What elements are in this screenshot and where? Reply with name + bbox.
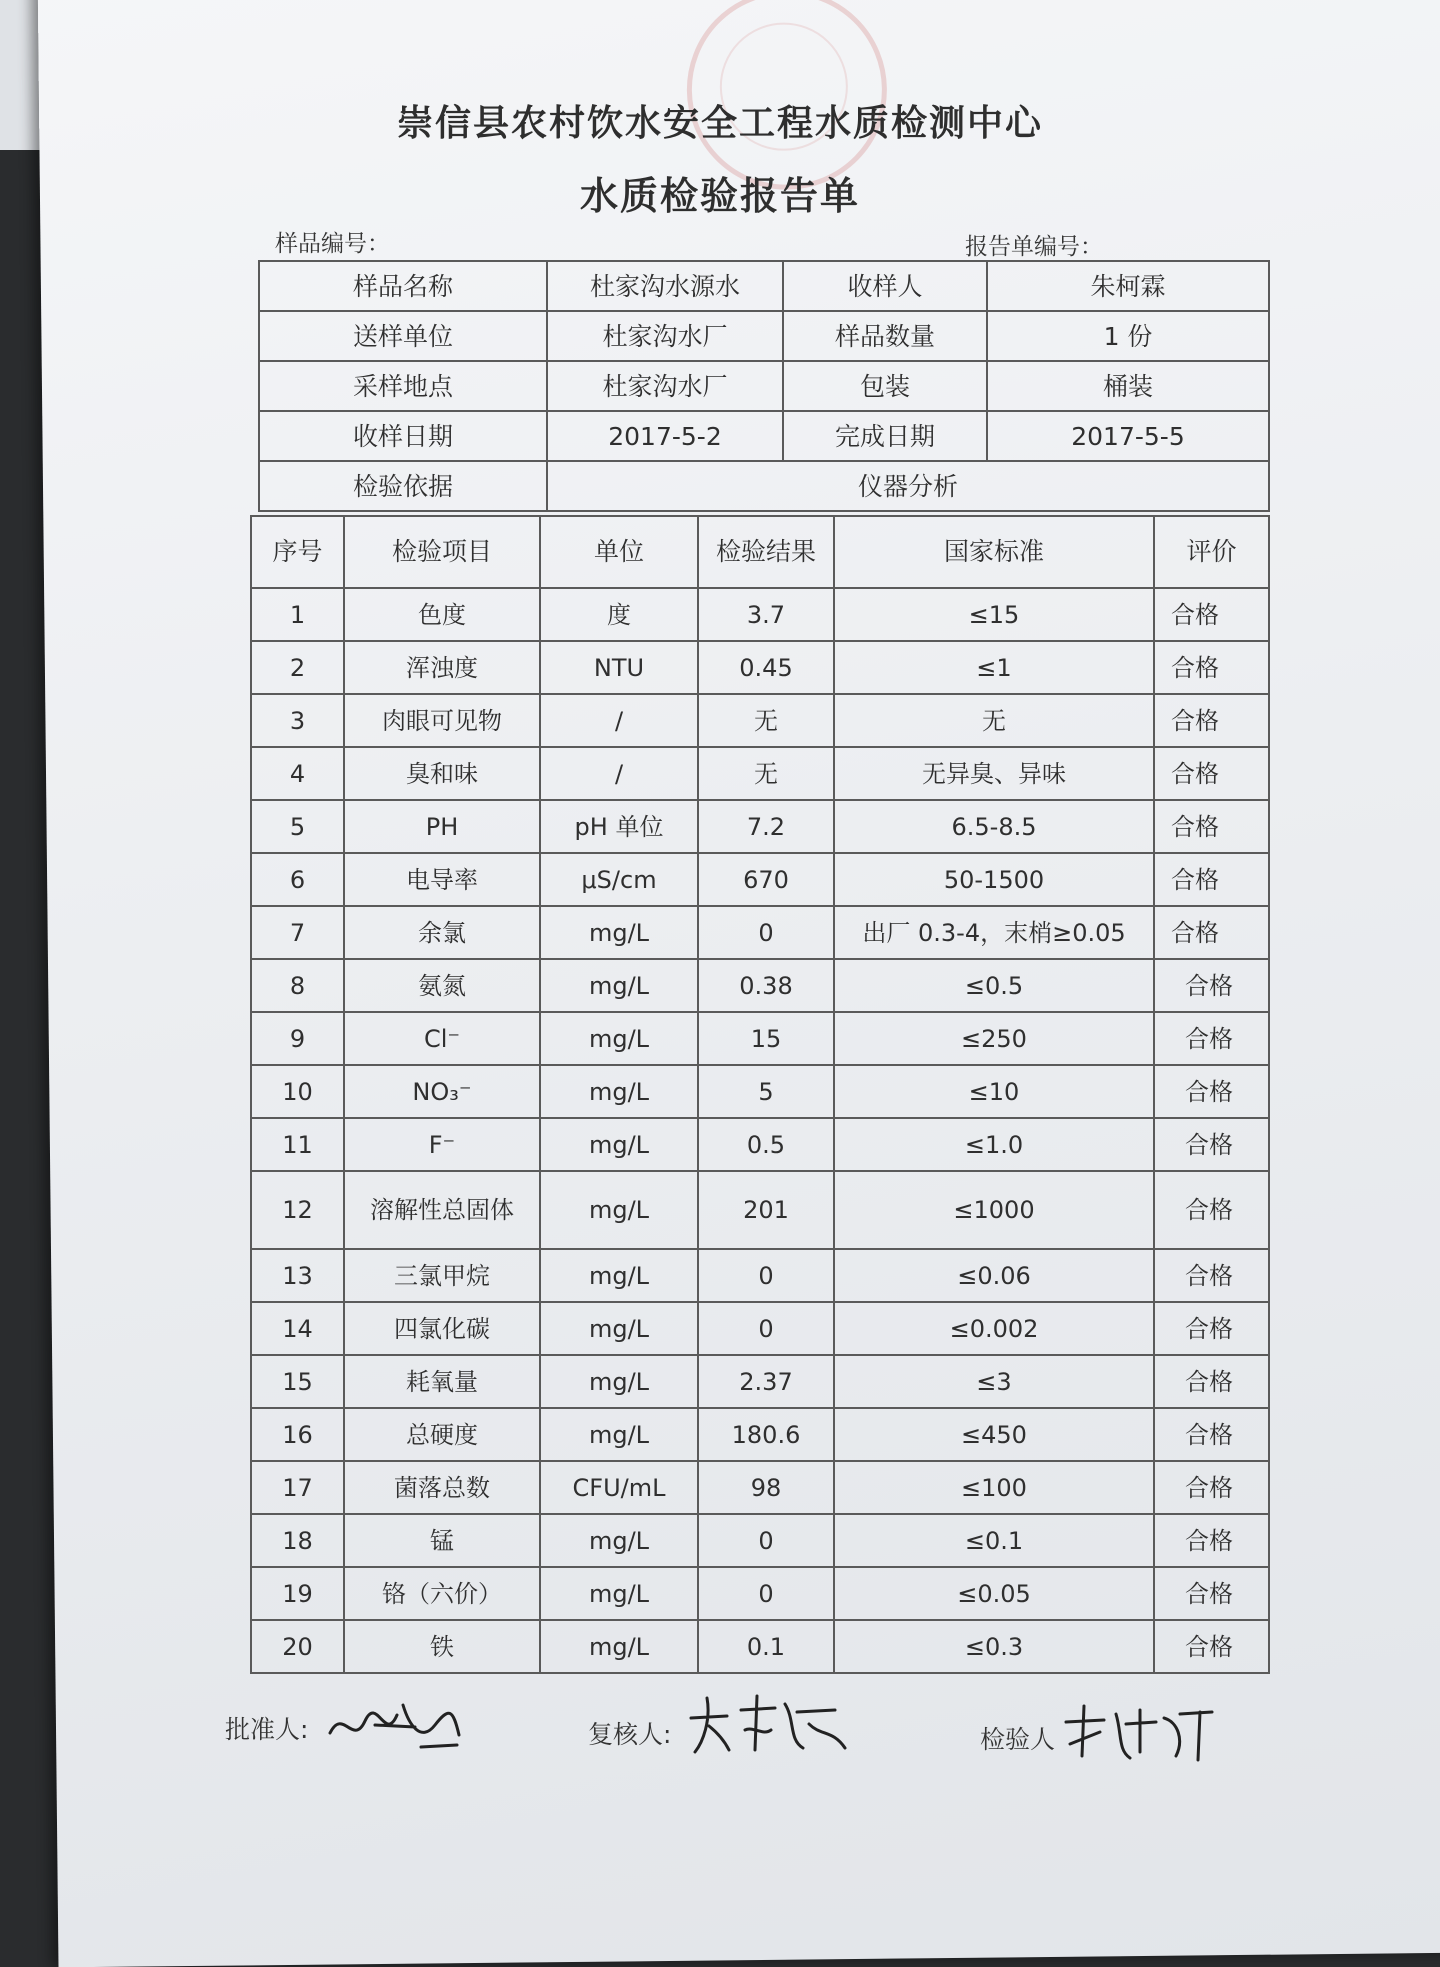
unit: mg/L (540, 1012, 698, 1065)
reviewer-signature (685, 1690, 855, 1760)
test-item: 氨氮 (344, 959, 540, 1012)
info-label: 完成日期 (783, 411, 987, 461)
unit: mg/L (540, 1118, 698, 1171)
unit: mg/L (540, 1065, 698, 1118)
table-row (251, 1620, 1269, 1673)
info-value: 朱柯霖 (987, 261, 1269, 311)
row-number: 3 (251, 694, 344, 747)
test-results-table (250, 515, 1270, 1674)
test-item: 溶解性总固体 (344, 1171, 540, 1249)
info-value: 桶装 (987, 361, 1269, 411)
row-number: 17 (251, 1461, 344, 1514)
unit: mg/L (540, 1567, 698, 1620)
test-result: 无 (698, 694, 834, 747)
test-item: 浑浊度 (344, 641, 540, 694)
row-number: 15 (251, 1355, 344, 1408)
unit: mg/L (540, 959, 698, 1012)
test-item: 耗氧量 (344, 1355, 540, 1408)
evaluation: 合格 (1154, 588, 1269, 641)
national-standard: ≤1 (834, 641, 1154, 694)
row-number: 19 (251, 1567, 344, 1620)
test-item: PH (344, 800, 540, 853)
national-standard: ≤0.06 (834, 1249, 1154, 1302)
test-result: 0 (698, 1302, 834, 1355)
evaluation: 合格 (1154, 747, 1269, 800)
test-result: 7.2 (698, 800, 834, 853)
test-result: 无 (698, 747, 834, 800)
evaluation: 合格 (1154, 1620, 1269, 1673)
unit: mg/L (540, 1171, 698, 1249)
national-standard: ≤1000 (834, 1171, 1154, 1249)
info-label: 样品数量 (783, 311, 987, 361)
national-standard: ≤0.5 (834, 959, 1154, 1012)
row-number: 7 (251, 906, 344, 959)
table-row (251, 906, 1269, 959)
results-header-row (251, 516, 1269, 588)
info-row (259, 261, 1269, 311)
evaluation: 合格 (1154, 1514, 1269, 1567)
row-number: 4 (251, 747, 344, 800)
table-row (251, 1461, 1269, 1514)
table-row (251, 959, 1269, 1012)
test-item: 臭和味 (344, 747, 540, 800)
reviewer-label: 复核人: (588, 1720, 672, 1749)
row-number: 2 (251, 641, 344, 694)
approver-label: 批准人: (225, 1715, 309, 1744)
test-result: 201 (698, 1171, 834, 1249)
table-row (251, 1408, 1269, 1461)
info-value: 杜家沟水厂 (547, 311, 783, 361)
test-item: 四氯化碳 (344, 1302, 540, 1355)
table-row (251, 694, 1269, 747)
evaluation: 合格 (1154, 1118, 1269, 1171)
test-result: 15 (698, 1012, 834, 1065)
info-value: 杜家沟水源水 (547, 261, 783, 311)
national-standard: ≤10 (834, 1065, 1154, 1118)
national-standard: ≤250 (834, 1012, 1154, 1065)
test-result: 0.38 (698, 959, 834, 1012)
unit: μS/cm (540, 853, 698, 906)
national-standard: 无异臭、异味 (834, 747, 1154, 800)
unit: CFU/mL (540, 1461, 698, 1514)
row-number: 8 (251, 959, 344, 1012)
table-row (251, 1012, 1269, 1065)
evaluation: 合格 (1154, 641, 1269, 694)
evaluation: 合格 (1154, 906, 1269, 959)
info-row (259, 361, 1269, 411)
test-item: 总硬度 (344, 1408, 540, 1461)
unit: mg/L (540, 1514, 698, 1567)
evaluation: 合格 (1154, 1567, 1269, 1620)
report-subtitle: 水质检验报告单 (579, 174, 860, 218)
table-row (251, 800, 1269, 853)
row-number: 20 (251, 1620, 344, 1673)
test-item: 菌落总数 (344, 1461, 540, 1514)
test-item: NO₃⁻ (344, 1065, 540, 1118)
column-header: 检验项目 (344, 516, 540, 588)
row-number: 11 (251, 1118, 344, 1171)
info-row (259, 311, 1269, 361)
row-number: 14 (251, 1302, 344, 1355)
report-title: 崇信县农村饮水安全工程水质检测中心 (396, 103, 1043, 144)
national-standard: ≤0.1 (834, 1514, 1154, 1567)
info-value: 2017-5-2 (547, 411, 783, 461)
table-row (251, 1567, 1269, 1620)
evaluation: 合格 (1154, 1302, 1269, 1355)
report-number-label: 报告单编号： (965, 234, 1103, 260)
test-result: 0 (698, 906, 834, 959)
national-standard: ≤0.05 (834, 1567, 1154, 1620)
national-standard: ≤15 (834, 588, 1154, 641)
unit: / (540, 694, 698, 747)
info-label: 收样人 (783, 261, 987, 311)
evaluation: 合格 (1154, 1065, 1269, 1118)
national-standard: ≤0.002 (834, 1302, 1154, 1355)
test-result: 0 (698, 1567, 834, 1620)
table-row (251, 588, 1269, 641)
evaluation: 合格 (1154, 1355, 1269, 1408)
unit: mg/L (540, 1249, 698, 1302)
table-row (251, 853, 1269, 906)
evaluation: 合格 (1154, 1012, 1269, 1065)
test-result: 3.7 (698, 588, 834, 641)
test-item: 铬（六价） (344, 1567, 540, 1620)
unit: mg/L (540, 1355, 698, 1408)
info-label: 样品名称 (259, 261, 547, 311)
evaluation: 合格 (1154, 1171, 1269, 1249)
test-item: 三氯甲烷 (344, 1249, 540, 1302)
test-item: 色度 (344, 588, 540, 641)
table-row (251, 1118, 1269, 1171)
unit: / (540, 747, 698, 800)
table-row (251, 1302, 1269, 1355)
inspector-signature (1060, 1700, 1220, 1766)
unit: mg/L (540, 1408, 698, 1461)
test-result: 670 (698, 853, 834, 906)
row-number: 9 (251, 1012, 344, 1065)
test-result: 0.5 (698, 1118, 834, 1171)
test-item: Cl⁻ (344, 1012, 540, 1065)
test-result: 0.1 (698, 1620, 834, 1673)
table-row (251, 1171, 1269, 1249)
basis-value: 仪器分析 (547, 461, 1269, 511)
unit: 度 (540, 588, 698, 641)
info-row (259, 411, 1269, 461)
row-number: 1 (251, 588, 344, 641)
test-result: 0.45 (698, 641, 834, 694)
national-standard: ≤1.0 (834, 1118, 1154, 1171)
test-item: 肉眼可见物 (344, 694, 540, 747)
column-header: 检验结果 (698, 516, 834, 588)
test-item: F⁻ (344, 1118, 540, 1171)
info-value: 杜家沟水厂 (547, 361, 783, 411)
unit: mg/L (540, 1302, 698, 1355)
national-standard: ≤3 (834, 1355, 1154, 1408)
row-number: 5 (251, 800, 344, 853)
evaluation: 合格 (1154, 1408, 1269, 1461)
info-label: 送样单位 (259, 311, 547, 361)
evaluation: 合格 (1154, 1249, 1269, 1302)
sample-info-table (258, 260, 1270, 512)
unit: mg/L (540, 1620, 698, 1673)
test-item: 电导率 (344, 853, 540, 906)
column-header: 评价 (1154, 516, 1269, 588)
test-result: 5 (698, 1065, 834, 1118)
evaluation: 合格 (1154, 853, 1269, 906)
table-row (251, 1249, 1269, 1302)
row-number: 16 (251, 1408, 344, 1461)
row-number: 18 (251, 1514, 344, 1567)
national-standard: 无 (834, 694, 1154, 747)
info-value: 1 份 (987, 311, 1269, 361)
basis-label: 检验依据 (259, 461, 547, 511)
test-result: 98 (698, 1461, 834, 1514)
table-row (251, 747, 1269, 800)
row-number: 12 (251, 1171, 344, 1249)
national-standard: ≤0.3 (834, 1620, 1154, 1673)
info-label: 包装 (783, 361, 987, 411)
info-value: 2017-5-5 (987, 411, 1269, 461)
national-standard: ≤450 (834, 1408, 1154, 1461)
row-number: 10 (251, 1065, 344, 1118)
info-label: 采样地点 (259, 361, 547, 411)
column-header: 单位 (540, 516, 698, 588)
test-item: 余氯 (344, 906, 540, 959)
table-row (251, 1065, 1269, 1118)
table-row (251, 1514, 1269, 1567)
evaluation: 合格 (1154, 694, 1269, 747)
evaluation: 合格 (1154, 800, 1269, 853)
basis-row (259, 461, 1269, 511)
national-standard: ≤100 (834, 1461, 1154, 1514)
national-standard: 出厂 0.3-4，末梢≥0.05 (834, 906, 1154, 959)
test-result: 180.6 (698, 1408, 834, 1461)
test-result: 0 (698, 1249, 834, 1302)
row-number: 6 (251, 853, 344, 906)
approver-signature (325, 1695, 465, 1755)
test-item: 锰 (344, 1514, 540, 1567)
info-label: 收样日期 (259, 411, 547, 461)
unit: mg/L (540, 906, 698, 959)
inspector-label: 检验人 (980, 1725, 1056, 1754)
table-row (251, 1355, 1269, 1408)
column-header: 国家标准 (834, 516, 1154, 588)
test-item: 铁 (344, 1620, 540, 1673)
column-header: 序号 (251, 516, 344, 588)
national-standard: 6.5-8.5 (834, 800, 1154, 853)
table-row (251, 641, 1269, 694)
sample-number-label: 样品编号： (275, 231, 390, 257)
row-number: 13 (251, 1249, 344, 1302)
unit: pH 单位 (540, 800, 698, 853)
test-result: 2.37 (698, 1355, 834, 1408)
test-result: 0 (698, 1514, 834, 1567)
evaluation: 合格 (1154, 1461, 1269, 1514)
evaluation: 合格 (1154, 959, 1269, 1012)
national-standard: 50-1500 (834, 853, 1154, 906)
unit: NTU (540, 641, 698, 694)
